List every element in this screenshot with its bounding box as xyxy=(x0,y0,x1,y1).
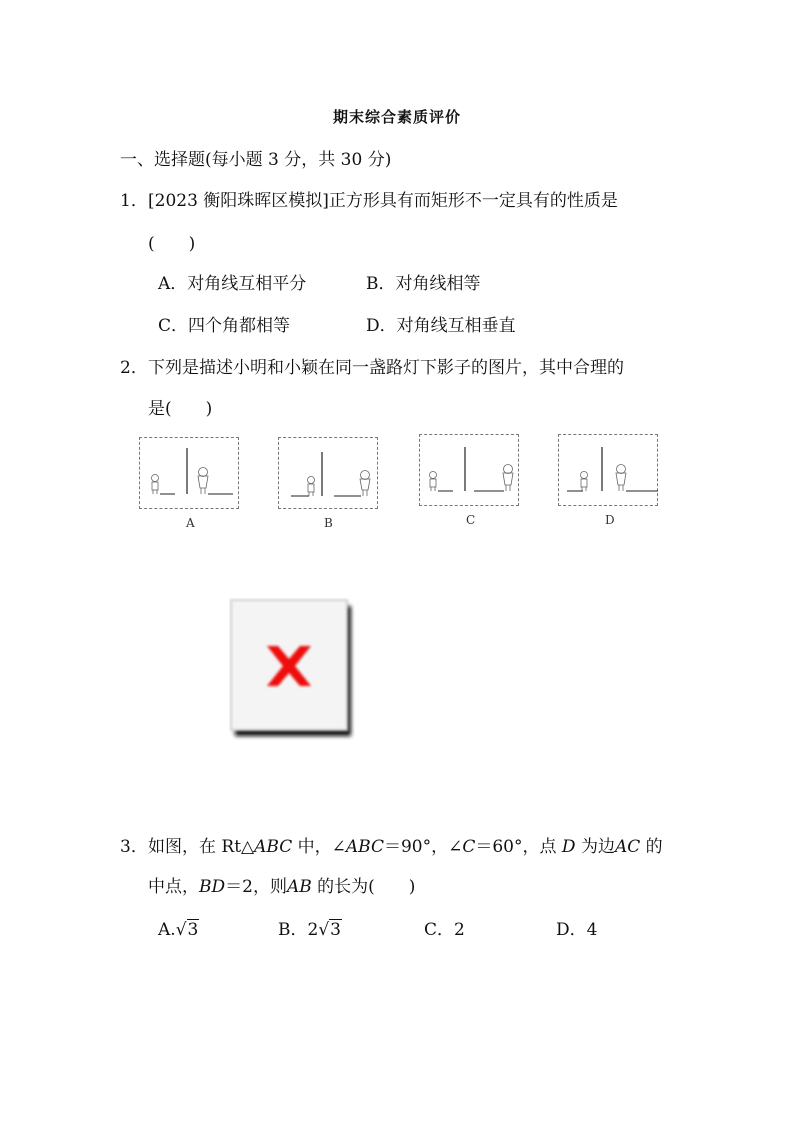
stem-var: BD xyxy=(199,877,226,897)
figure-label-c: C xyxy=(466,513,476,527)
stem-var: ABC xyxy=(254,837,293,857)
option-d: D．对角线互相垂直 xyxy=(366,316,516,336)
stem-var: AC xyxy=(614,837,641,857)
option-a xyxy=(158,919,199,941)
figure-b xyxy=(278,437,378,509)
boy-figure xyxy=(308,477,315,497)
answer-blank: ( ) xyxy=(148,234,196,254)
boy-figure xyxy=(152,475,159,495)
girl-figure xyxy=(616,465,626,492)
stem-text: 的长为( ) xyxy=(311,877,416,897)
option-b: B．对角线相等 xyxy=(366,274,481,294)
stem-var: D xyxy=(561,837,576,857)
stem-text: 中，∠ xyxy=(292,837,346,857)
option-b xyxy=(278,919,342,941)
stem-text: 中点， xyxy=(148,877,199,897)
option-c: C．四个角都相等 xyxy=(158,316,291,336)
figure-label-a: A xyxy=(186,516,195,530)
figure-label-b: B xyxy=(324,516,333,530)
option-prefix: B．2 xyxy=(278,920,319,940)
stem-text: ＝2，则 xyxy=(225,877,287,897)
question-stem xyxy=(148,836,663,858)
boy-figure xyxy=(581,472,588,492)
answer-blank: 是( ) xyxy=(148,399,213,419)
radicand: 3 xyxy=(330,920,341,940)
stem-var: AB xyxy=(286,877,312,897)
broken-image-icon xyxy=(229,598,355,740)
question-number: 2． xyxy=(120,358,148,378)
option-a: A．对角线互相平分 xyxy=(158,274,307,294)
question-stem-line2 xyxy=(148,876,415,898)
question-stem: [2023 衡阳珠晖区模拟]正方形具有而矩形不一定具有的性质是 xyxy=(148,191,618,211)
stem-text: 为边 xyxy=(575,837,615,857)
stem-text: 的 xyxy=(640,837,663,857)
girl-figure xyxy=(360,471,370,497)
option-prefix: A. xyxy=(158,920,176,940)
figure-d xyxy=(558,434,658,506)
stem-var: ABC xyxy=(345,837,384,857)
girl-figure xyxy=(198,468,208,495)
question-number: 3． xyxy=(120,837,148,857)
page-title: 期末综合素质评价 xyxy=(332,108,461,126)
option-d: D．4 xyxy=(556,920,598,940)
sqrt-expression: √3 xyxy=(175,920,199,940)
figure-a xyxy=(139,437,239,509)
question-stem: 下列是描述小明和小颖在同一盏路灯下影子的图片，其中合理的 xyxy=(148,358,624,378)
stem-text: ＝90°，∠ xyxy=(383,837,463,857)
girl-figure xyxy=(503,465,513,492)
stem-text: 如图，在 Rt△ xyxy=(148,837,255,857)
section-heading: 一、选择题(每小题 3 分，共 30 分) xyxy=(120,150,392,170)
question-number: 1． xyxy=(120,191,148,211)
stem-text: ＝60°，点 xyxy=(475,837,562,857)
boy-figure xyxy=(430,472,437,492)
stem-var: C xyxy=(462,837,476,857)
option-c: C．2 xyxy=(424,920,465,940)
radicand: 3 xyxy=(187,920,199,940)
figure-label-d: D xyxy=(605,513,615,527)
figure-c xyxy=(419,434,519,506)
sqrt-expression: √3 xyxy=(318,920,341,940)
